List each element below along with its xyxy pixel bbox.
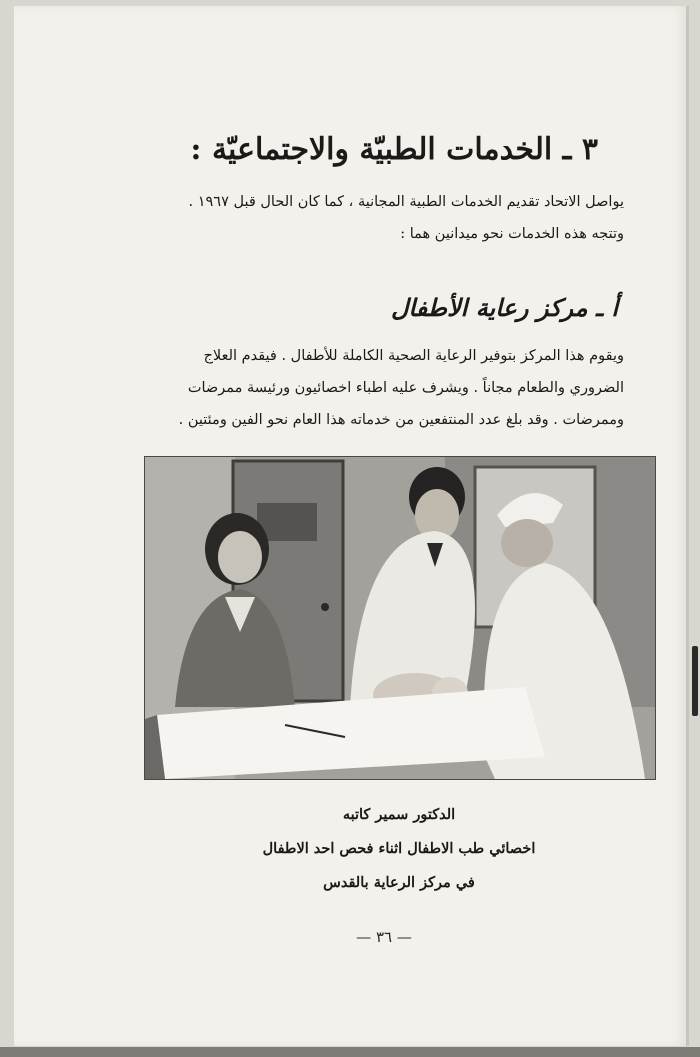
caption-line: في مركز الرعاية بالقدس (323, 874, 475, 891)
intro-paragraph (44, 186, 624, 250)
page-number: — ٣٦ — (356, 928, 412, 946)
bottom-edge (0, 1047, 700, 1057)
page-edge-tab (692, 646, 698, 716)
subsection-title: أ ـ مركز رعاية الأطفال (390, 293, 618, 322)
photo-caption (144, 798, 654, 900)
body-line: ويقوم هذا المركز بتوفير الرعاية الصحية الكاملة للأطفال . فيقدم العلاج (203, 348, 624, 364)
intro-line: يواصل الاتحاد تقديم الخدمات الطبية المجانية ، كما كان الحال قبل ١٩٦٧ . (188, 194, 624, 210)
photograph-illustration (145, 457, 655, 779)
clinic-photograph (144, 456, 656, 780)
caption-line: اخصائي طب الاطفال اثناء فحص احد الاطفال (262, 840, 536, 857)
intro-line: وتتجه هذه الخدمات نحو ميدانين هما : (400, 226, 624, 242)
caption-line: الدكتور سمير كاتبه (342, 806, 456, 823)
section-title: ٣ ـ الخدمات الطبيّة والاجتماعيّة : (190, 132, 598, 167)
body-line: وممرضات . وقد بلغ عدد المنتفعين من خدماته هذا العام نحو الفين ومئتين . (178, 412, 624, 428)
subsection-paragraph (44, 340, 624, 436)
body-line: الضروري والطعام مجاناً . ويشرف عليه اطباء اخصائيون ورئيسة ممرضات (187, 380, 624, 396)
document-page (14, 6, 689, 1046)
